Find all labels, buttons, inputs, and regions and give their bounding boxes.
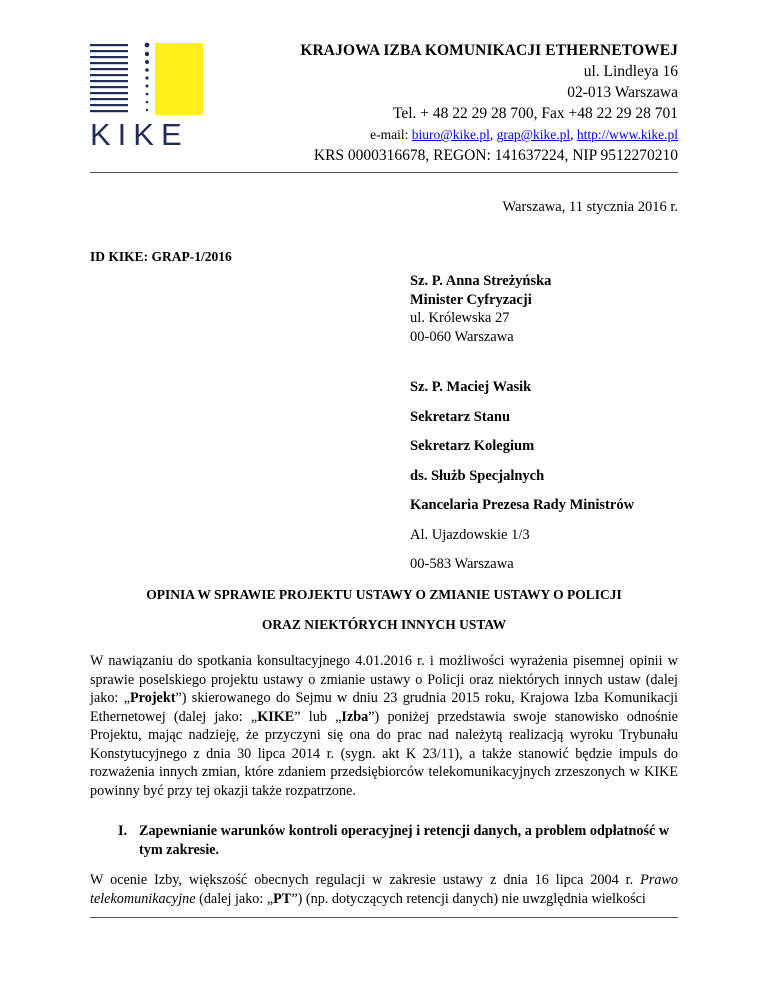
section-1-italic-pt: Prawo telekomunikacyjne <box>90 872 678 907</box>
recipient-2 <box>410 373 634 580</box>
section-1-number: I. <box>118 823 128 839</box>
title-line-2: ORAZ NIEKTÓRYCH INNYCH USTAW <box>261 616 507 632</box>
recipient-2-city: 00-583 Warszawa <box>410 556 514 572</box>
section-1-title: Zapewnianie warunków kontroli operacyjnej i retencji danych, a problem odpłatność w tym zakresie. <box>139 823 670 858</box>
registry-numbers: KRS 0000316678, REGON: 141637224, NIP 9512270210 <box>313 147 678 164</box>
intro-bold-projekt: Projekt <box>130 690 176 706</box>
recipient-1-name: Sz. P. Anna Streżyńska <box>410 273 552 289</box>
logo-text: KIKE <box>90 117 189 150</box>
organization-name: KRAJOWA IZBA KOMUNIKACJI ETHERNETOWEJ <box>300 42 678 59</box>
recipient-2-line-3: ds. Służb Specjalnych <box>410 467 545 484</box>
logo-dots <box>145 43 150 112</box>
recipient-1-street: ul. Królewska 27 <box>410 310 510 326</box>
section-1-paragraph <box>90 871 678 908</box>
recipient-1-title: Minister Cyfryzacji <box>410 291 532 308</box>
phone-fax: Tel. + 48 22 29 28 700, Fax +48 22 29 28 701 <box>392 105 678 122</box>
footer-divider <box>90 917 678 918</box>
section-1-bold-pt: PT <box>273 890 292 907</box>
intro-bold-kike: KIKE <box>257 708 295 725</box>
reference-id: ID KIKE: GRAP-1/2016 <box>90 249 232 264</box>
email-line: e-mail: biuro@kike.pl, grap@kike.pl, http://www.kike.pl <box>370 127 678 142</box>
street-address: ul. Lindleya 16 <box>583 63 678 80</box>
kike-logo-graphic <box>90 40 215 150</box>
email-link-grap[interactable]: grap@kike.pl <box>496 127 571 142</box>
kike-logo <box>90 40 215 150</box>
logo-yellow-square <box>155 43 203 115</box>
title-line-1: OPINIA W SPRAWIE PROJEKTU USTAWY O ZMIANIE USTAWY O POLICJI <box>146 587 622 602</box>
header-divider <box>90 172 678 173</box>
recipient-2-line-4: Kancelaria Prezesa Rady Ministrów <box>410 497 635 513</box>
postal-city: 02-013 Warszawa <box>567 84 678 101</box>
logo-lines <box>90 44 128 112</box>
email-link-biuro[interactable]: biuro@kike.pl <box>411 127 490 142</box>
intro-text-4: ”) poniżej przedstawia swoje stanowisko odnośnie Projektu, mając nadzieję, że przyczyni się ona do prac nad należytą realizacją wyroku Trybunału Konstytucyjnego z dnia 30 lipca 2014 r. (sygn. akt K 23/11), a także stanowić będzie impuls do rozważenia innych zmian, które zdaniem przedsiębiorców telekomunikacyjnych zrzeszonych w KIKE powinny być przy tej okazji także rozpatrzone. <box>90 708 678 799</box>
website-link[interactable]: http://www.kike.pl <box>576 127 678 142</box>
section-1-text-1: W ocenie Izby, większość obecnych regulacji w zakresie ustawy z dnia 16 lipca 2004 r. <box>90 872 641 888</box>
intro-paragraph <box>90 652 678 800</box>
intro-text-2: ”) skierowanego do Sejmu w dniu 23 grudnia 2015 roku, Krajowa Izba Komunikacji Ethernetowej (dalej jako: „ <box>90 690 678 725</box>
document-title <box>90 580 678 639</box>
section-1-text-3: ”) (np. dotyczących retencji danych) nie uwzględnia wielkości <box>291 890 646 907</box>
section-1-text-2: (dalej jako: „ <box>195 890 274 907</box>
recipient-2-name: Sz. P. Maciej Wasik <box>410 379 532 395</box>
letter-date: Warszawa, 11 stycznia 2016 r. <box>502 199 678 215</box>
recipient-1 <box>410 272 551 346</box>
recipient-2-line-2: Sekretarz Kolegium <box>410 438 535 454</box>
recipient-2-line-1: Sekretarz Stanu <box>410 408 511 425</box>
letterhead <box>300 40 678 166</box>
recipient-1-city: 00-060 Warszawa <box>410 328 514 345</box>
recipient-2-street: Al. Ujazdowskie 1/3 <box>410 526 530 543</box>
intro-text-1: W nawiązaniu do spotkania konsultacyjnego 4.01.2016 r. i możliwości wyrażenia pisemnej opinii w sprawie poselskiego projektu ustawy o zmianie ustawy o Policji oraz niektórych innych ustaw (dalej jako: „ <box>90 653 678 706</box>
intro-bold-izba: Izba <box>341 708 369 725</box>
intro-text-3: ” lub „ <box>294 708 342 725</box>
email-prefix: e-mail: <box>370 127 412 142</box>
